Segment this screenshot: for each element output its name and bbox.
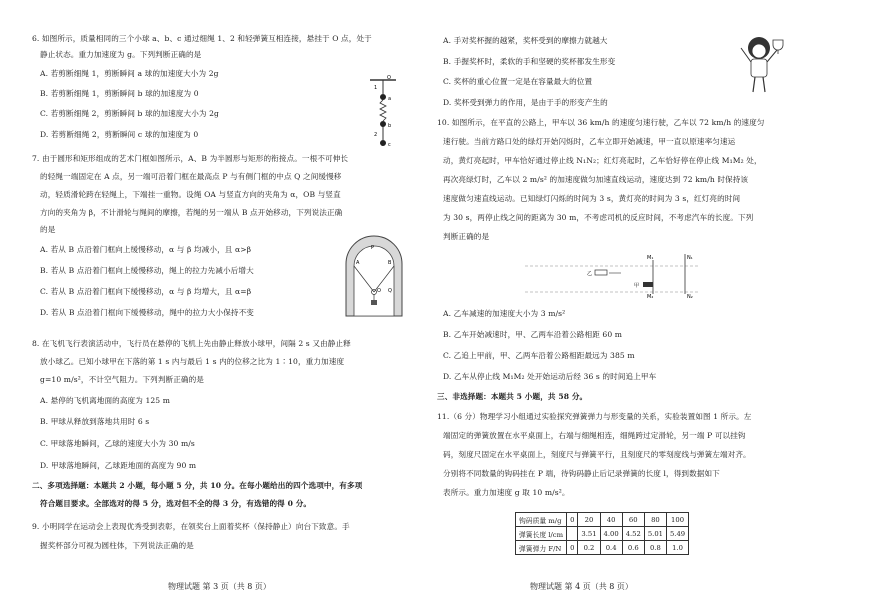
ball-a — [380, 94, 386, 100]
q8-option-a: A. 悬停的飞机离地面的高度为 125 m — [40, 396, 171, 405]
table-cell: 4.52 — [622, 527, 644, 541]
label-n2: N₂ — [687, 294, 693, 298]
body — [751, 59, 767, 77]
q6-stem-line1: 6. 如图所示，质量相同的三个小球 a、b、c 通过细绳 1、2 和轻弹簧互相连接，悬挂于 O 点，处于 — [32, 34, 372, 43]
spring — [380, 100, 386, 121]
q8-stem-line3: g=10 m/s²，不计空气阻力。下列判断正确的是 — [40, 375, 204, 384]
q7-label-a: A — [356, 260, 360, 266]
q7-door-frame-figure — [344, 234, 404, 318]
table-cell: 1.0 — [666, 541, 688, 555]
q9-option-b: B. 手握奖杯时，柔软的手和坚硬的奖杯都发生形变 — [443, 57, 616, 66]
q11-stem-line3: 码，刻度尺固定在水平桌面上，刻度尺与弹簧平行，且刻度尺的零刻度线与弹簧左端对齐。 — [443, 450, 751, 459]
q10-option-c: C. 乙追上甲前，甲、乙两车沿着公路相距最远为 385 m — [443, 351, 635, 360]
q10-stem-line4: 再次亮绿灯时，乙车以 2 m/s² 的加速度做匀加速直线运动，速度达到 72 km/h 时保持该 — [443, 175, 749, 184]
q7-option-c: C. 若从 B 点沿着门框向下缓慢移动，α 与 β 均增大，且 α=β — [40, 287, 252, 296]
table-cell: 0 — [567, 541, 578, 555]
q9-stem-line1: 9. 小明同学在运动会上表现优秀受到表彰，在领奖台上面着奖杯（保持静止）向台下致意。手 — [32, 522, 350, 531]
q10-stem-line6: 为 30 s，两停止线之间的距离为 30 m，不考虑司机的反应时间，不考虑汽车的长度。下列 — [443, 213, 754, 222]
ball-b — [380, 121, 386, 127]
q7-label-b: B — [388, 260, 392, 266]
q6-option-b: B. 若剪断细绳 1，剪断瞬间 b 球的加速度为 0 — [40, 89, 199, 98]
q10-stem-line3: 动，黄灯亮起时，甲车恰好通过停止线 N₁N₂；红灯亮起时，乙车恰好停在停止线 M₁M₂ 处， — [443, 156, 762, 165]
q9-option-c: C. 奖杯的重心位置一定是在容量最大的位置 — [443, 77, 593, 86]
table-cell: 80 — [644, 513, 666, 527]
q6-stem-line2: 静止状态。重力加速度为 g。下列判断正确的是 — [40, 50, 202, 59]
table-cell: 0 — [567, 513, 578, 527]
q7-stem-line3: 动，轻质滑轮跨在轻绳上，下端挂一重物。设绳 OA 与竖直方向的夹角为 α，OB 与竖直 — [40, 190, 341, 199]
right-leg — [763, 77, 765, 92]
q10-option-a: A. 乙车减速的加速度大小为 3 m/s² — [443, 309, 566, 318]
q9-option-d: D. 奖杯受到弹力的作用，是由于手的形变产生的 — [443, 98, 608, 107]
right-page-footer: 物理试题 第 4 页（共 8 页） — [530, 582, 633, 591]
table-row — [516, 513, 689, 527]
q11-stem-line1: 11.（6 分）物理学习小组通过实验探究弹簧弹力与形变量的关系，实验装置如图 1 所示。左 — [437, 412, 752, 421]
q10-option-d: D. 乙车从停止线 M₁M₂ 处开始运动后经 36 s 的时间追上甲车 — [443, 372, 657, 381]
q10-stem-line7: 判断正确的是 — [443, 232, 490, 241]
q9-option-a: A. 手对奖杯握的越紧，奖杯受到的摩擦力就越大 — [443, 36, 608, 45]
section-2-heading-line2: 符合题目要求。全部选对的得 5 分，选对但不全的得 3 分，有选错的得 0 分。 — [40, 499, 312, 508]
q7-label-p: P — [371, 245, 375, 251]
left-page-footer: 物理试题 第 3 页（共 8 页） — [168, 582, 271, 591]
q6-label-a: a — [388, 96, 392, 102]
table-row — [516, 527, 689, 541]
table-cell: 0.8 — [644, 541, 666, 555]
q7-stem-line2: 的轻绳一端固定在 A 点，另一端可沿着门框在最高点 P 与有侧门框的中点 Q 之间缓慢移 — [40, 172, 342, 181]
label-n1: N₁ — [687, 255, 693, 261]
table-cell: 100 — [666, 513, 688, 527]
q7-option-d: D. 若从 B 点沿着门框向下缓慢移动，绳中的拉力大小保持不变 — [40, 308, 254, 317]
q9-stem-line2: 握奖杯部分可视为圆柱体，下列说法正确的是 — [40, 541, 194, 550]
table-cell: 弹簧弹力 F/N — [516, 541, 567, 555]
q6-label-2: 2 — [374, 132, 378, 138]
trophy-icon — [773, 40, 783, 50]
q8-option-c: C. 甲球落地瞬间，乙球的速度大小为 30 m/s — [40, 439, 195, 448]
q6-option-a: A. 若剪断细绳 1，剪断瞬间 a 球的加速度大小为 2g — [40, 69, 219, 78]
table-cell: 4.00 — [600, 527, 622, 541]
face — [752, 44, 766, 58]
q6-figure — [368, 74, 398, 152]
car-yi — [595, 270, 607, 275]
table-cell: 0.2 — [578, 541, 600, 555]
left-leg — [753, 77, 755, 92]
q6-label-1: 1 — [374, 85, 378, 91]
weight — [371, 300, 377, 305]
table-cell: 5.01 — [644, 527, 666, 541]
table-cell: 40 — [600, 513, 622, 527]
q10-stem-line2: 速行驶。当前方路口处的绿灯开始闪烁时，乙车立即开始减速，甲一直以原速率匀速运 — [443, 137, 736, 146]
q10-stem-line1: 10. 如图所示，在平直的公路上，甲车以 36 km/h 的速度匀速行驶，乙车以 72 km/h 的速度匀 — [437, 118, 765, 127]
q8-option-d: D. 甲球落地瞬间，乙球距地面的高度为 90 m — [40, 461, 197, 470]
label-m1: M₁ — [647, 255, 654, 261]
q6-option-c: C. 若剪断细绳 2，剪断瞬间 b 球的加速度大小为 2g — [40, 109, 219, 118]
section-3-heading: 三、非选择题：本题共 5 小题，共 58 分。 — [437, 392, 588, 401]
q8-stem-line2: 放小球乙。已知小球甲在下落的第 1 s 内与最后 1 s 内的位移之比为 1∶10，重力加速度 — [40, 357, 345, 366]
q6-label-o: O — [387, 75, 391, 81]
car-jia — [643, 282, 653, 287]
ball-c — [380, 140, 386, 146]
q11-stem-line4: 分别将不同数量的钩码挂在 P 端，待钩码静止后记录弹簧的长度 l，得到数据如下 — [443, 469, 720, 478]
door-frame-inner — [354, 246, 394, 316]
q6-option-d: D. 若剪断细绳 2，剪断瞬间 c 球的加速度为 0 — [40, 130, 199, 139]
table-row — [516, 541, 689, 555]
table-cell: 弹簧长度 l/cm — [516, 527, 567, 541]
q7-label-q: Q — [388, 288, 392, 294]
q7-stem-line5: 的是 — [40, 225, 56, 234]
table-cell: 60 — [622, 513, 644, 527]
q10-option-b: B. 乙车开始减速时，甲、乙两车沿着公路相距 60 m — [443, 330, 623, 339]
table-cell: 3.51 — [578, 527, 600, 541]
q10-stem-line5: 速度做匀速直线运动。已知绿灯闪烁的时间为 3 s，黄灯亮的时间为 3 s，红灯亮的时间 — [443, 194, 741, 203]
trophy-boy-illustration — [735, 32, 787, 94]
q6-label-c: c — [388, 142, 391, 148]
q10-road-figure — [525, 250, 705, 298]
table-cell: 20 — [578, 513, 600, 527]
q11-data-table — [515, 512, 689, 555]
table-cell: 钩码质量 m/g — [516, 513, 567, 527]
label-m2: M₂ — [647, 294, 654, 298]
q11-stem-line5: 表所示。重力加速度 g 取 10 m/s²。 — [443, 488, 570, 497]
table-cell: 0.4 — [600, 541, 622, 555]
q7-label-o: O — [377, 288, 381, 294]
label-car-jia: 甲 — [634, 283, 640, 289]
table-cell — [567, 527, 578, 541]
q7-stem-line4: 方向的夹角为 β，不计滑轮与绳间的摩擦，若绳的另一端从 B 点开始移动，下列说法正确 — [40, 208, 343, 217]
label-car-yi: 乙 — [587, 271, 593, 277]
section-2-heading-line1: 二、多项选择题：本题共 2 小题，每小题 5 分，共 10 分。在每小题给出的四个选项中，有多项 — [32, 481, 363, 490]
q11-stem-line2: 端固定的弹簧放置在水平桌面上，右端与细绳相连，细绳跨过定滑轮，另一端 P 可以挂钩 — [443, 431, 746, 440]
q7-stem-line1: 7. 由于圆形和矩形组成的艺术门框如图所示，A、B 为半圆形与矩形的衔接点。一根不可伸长 — [32, 154, 349, 163]
table-cell: 0.6 — [622, 541, 644, 555]
table-cell: 5.49 — [666, 527, 688, 541]
q6-label-b: b — [388, 123, 392, 129]
q8-stem-line1: 8. 在飞机飞行表演活动中，飞行员在悬停的飞机上先由静止释放小球甲，间隔 2 s 又由静止释 — [32, 339, 351, 348]
right-page — [435, 0, 870, 603]
q8-option-b: B. 甲球从释放到落地共用时 6 s — [40, 417, 150, 426]
q7-option-b: B. 若从 B 点沿着门框向上缓慢移动，绳上的拉力先减小后增大 — [40, 266, 254, 275]
q7-option-a: A. 若从 B 点沿着门框向上缓慢移动，α 与 β 均减小，且 α>β — [40, 245, 252, 254]
